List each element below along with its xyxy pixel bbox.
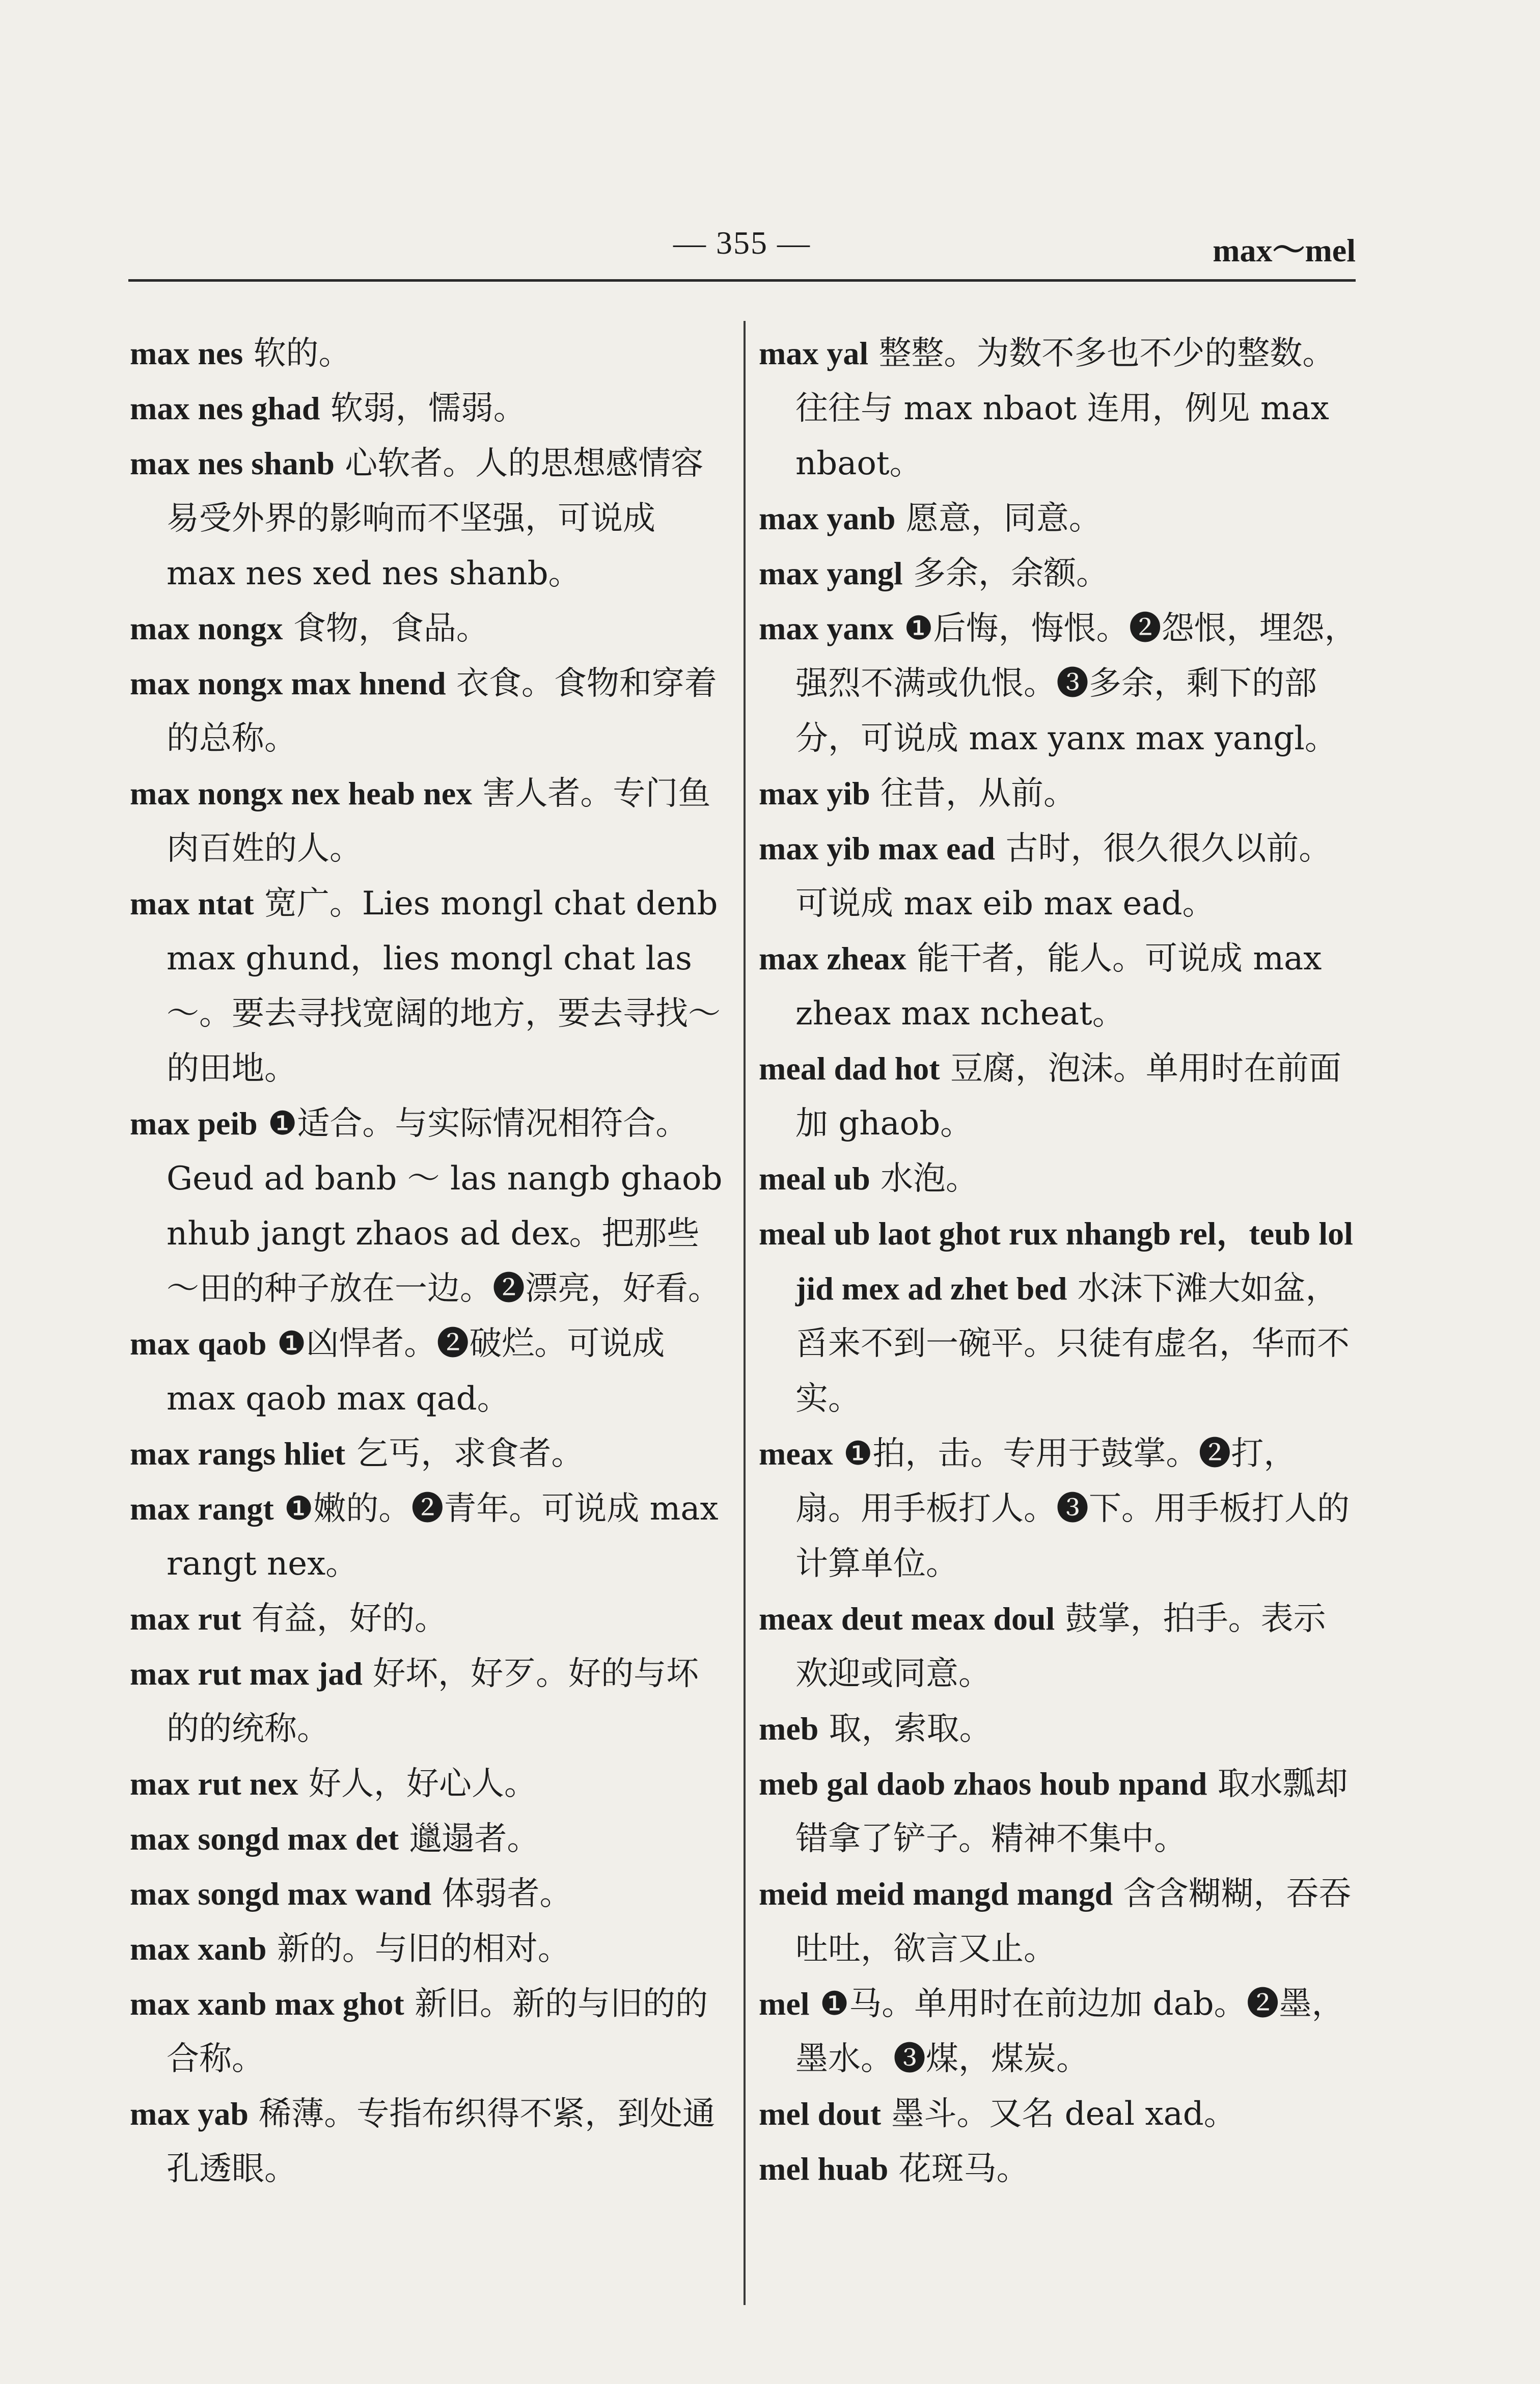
definition: ❶拍，击。专用于鼓掌。❷打，扇。用手板打人。❸下。用手板打人的计算单位。 [795, 1435, 1350, 1583]
dictionary-entry [130, 876, 728, 1096]
dictionary-entry [130, 656, 728, 766]
definition: 害人者。专门鱼肉百姓的人。 [167, 775, 711, 868]
dictionary-entry [130, 1756, 728, 1811]
headword: mel [759, 1986, 810, 2022]
dictionary-entry [759, 491, 1357, 546]
headword: max nes ghad [130, 390, 320, 426]
definition: 宽广。Lies mongl chat denb max ghund，lies mongl chat las ～。要去寻找宽阔的地方，要去寻找～的田地。 [167, 885, 721, 1088]
dictionary-entry [759, 1866, 1357, 1976]
dictionary-entry [759, 546, 1357, 601]
dictionary-entry [759, 326, 1357, 491]
dictionary-entry [130, 1866, 728, 1921]
headword: max yangl [759, 555, 903, 591]
headword: max rut max jad [130, 1656, 363, 1692]
definition: 能干者，能人。可说成 max zheax max ncheat。 [795, 940, 1322, 1033]
headword: max rut nex [130, 1766, 298, 1802]
headword: meid meid mangd mangd [759, 1876, 1113, 1912]
definition: ❶凶悍者。❷破烂。可说成 max qaob max qad。 [167, 1325, 665, 1418]
definition: 整整。为数不多也不少的整数。往往与 max nbaot 连用，例见 max nbaot。 [795, 335, 1335, 482]
dictionary-entry [130, 2087, 728, 2197]
headword: max ntat [130, 885, 254, 922]
headword: max yanx [759, 610, 894, 646]
dictionary-entry [759, 1426, 1357, 1591]
headword: meax deut meax doul [759, 1601, 1055, 1637]
dictionary-entry [130, 766, 728, 876]
definition: 水泡。 [870, 1160, 979, 1198]
headword: max qaob [130, 1325, 267, 1362]
definition: 邋遢者。 [399, 1820, 540, 1858]
column-divider [744, 321, 746, 2305]
headword: mel huab [759, 2151, 889, 2187]
dictionary-entry [759, 1976, 1357, 2087]
headword: meal ub laot ghot rux nhangb rel，teub lol jid mex ad zhet bed [759, 1215, 1353, 1307]
page-number: — 355 — [673, 225, 811, 261]
headword: max nongx [130, 610, 283, 646]
definition: 往昔，从前。 [870, 775, 1077, 812]
dictionary-entry [130, 1426, 728, 1481]
definition: 豆腐，泡沫。单用时在前面加 ghaob。 [795, 1050, 1341, 1143]
definition: 新旧。新的与旧的的合称。 [167, 1985, 708, 2078]
dictionary-entry [759, 2087, 1357, 2142]
definition: 水沫下滩大如盆，舀来不到一碗平。只徒有虚名，华而不实。 [795, 1270, 1350, 1418]
dictionary-entry [130, 601, 728, 656]
definition: 墨斗。又名 deal xad。 [881, 2095, 1236, 2133]
headword: max songd max det [130, 1821, 399, 1857]
dictionary-entry [130, 436, 728, 601]
headword: meal dad hot [759, 1050, 940, 1087]
dictionary-entry [759, 1151, 1357, 1206]
left-column [130, 326, 728, 2197]
definition: ❶嫩的。❷青年。可说成 max rangt nex。 [167, 1490, 719, 1583]
dictionary-entry [759, 1041, 1357, 1151]
definition: 食物，食品。 [283, 610, 489, 647]
headword: meb [759, 1711, 819, 1747]
dictionary-entry [130, 1976, 728, 2087]
headword: max rangs hliet [130, 1435, 346, 1472]
definition: 花斑马。 [888, 2150, 1029, 2188]
dictionary-entry [759, 1701, 1357, 1756]
headword: max yab [130, 2096, 249, 2132]
headword: meax [759, 1435, 833, 1472]
dictionary-entry [130, 1921, 728, 1976]
dictionary-entry [130, 1811, 728, 1866]
header-rule [128, 279, 1356, 282]
definition: 好人，好心人。 [298, 1765, 537, 1803]
headword: max yal [759, 335, 869, 371]
dictionary-entry [130, 326, 728, 381]
definition: 软的。 [243, 335, 351, 372]
headword: meb gal daob zhaos houb npand [759, 1766, 1207, 1802]
definition: 有益，好的。 [241, 1600, 447, 1638]
definition: 鼓掌，拍手。表示欢迎或同意。 [795, 1600, 1326, 1693]
definition: 新的。与旧的相对。 [266, 1930, 570, 1968]
headword: max xanb max ghot [130, 1986, 404, 2022]
dictionary-entry [759, 766, 1357, 821]
definition: 愿意，同意。 [895, 500, 1102, 537]
headword: max yib max ead [759, 830, 995, 866]
dictionary-entry [130, 1481, 728, 1591]
headword: max rut [130, 1601, 241, 1637]
dictionary-entry [759, 821, 1357, 931]
definition: 取，索取。 [818, 1710, 992, 1748]
right-column [759, 326, 1357, 2197]
page-range: max～mel [1213, 232, 1356, 268]
definition: 衣食。食物和穿着的总称。 [167, 665, 717, 757]
page-header [128, 214, 1356, 280]
dictionary-entry [759, 1206, 1357, 1426]
headword: max nongx max hnend [130, 665, 446, 701]
dictionary-entry [130, 1316, 728, 1426]
dictionary-entry [130, 1646, 728, 1756]
dictionary-entry [759, 601, 1357, 766]
headword: max nes shanb [130, 445, 335, 481]
headword: max nes [130, 335, 243, 371]
headword: mel dout [759, 2096, 881, 2132]
headword: max nongx nex heab nex [130, 775, 473, 811]
headword: max rangt [130, 1491, 274, 1527]
dictionary-entry [759, 1756, 1357, 1866]
dictionary-entry [759, 1591, 1357, 1701]
definition: 多余，余额。 [902, 555, 1109, 592]
definition: 软弱，懦弱。 [320, 390, 526, 427]
dictionary-entry [130, 1591, 728, 1646]
headword: meal ub [759, 1160, 870, 1197]
headword: max xanb [130, 1931, 267, 1967]
definition: 含含糊糊，吞吞吐吐，欲言又止。 [795, 1875, 1352, 1968]
dictionary-entry [759, 931, 1357, 1041]
dictionary-entry [759, 2142, 1357, 2197]
headword: max zheax [759, 940, 906, 977]
headword: max peib [130, 1105, 258, 1142]
definition: 古时，很久很久以前。可说成 max eib max ead。 [795, 830, 1332, 923]
definition: 体弱者。 [431, 1875, 572, 1913]
definition: ❶适合。与实际情况相符合。Geud ad banb ～ las nangb ghaob nhub jangt zhaos ad dex。把那些～田的种子放在一边。❷漂亮，好看。 [167, 1105, 723, 1308]
definition: 乞丐，求食者。 [345, 1435, 584, 1473]
headword: max songd max wand [130, 1876, 432, 1912]
definition: 取水瓢却错拿了铲子。精神不集中。 [795, 1765, 1348, 1858]
definition: ❶后悔，悔恨。❷怨恨，埋怨，强烈不满或仇恨。❸多余，剩下的部分，可说成 max yanx max yangl。 [795, 610, 1357, 757]
dictionary-entry [130, 381, 728, 436]
definition: 心软者。人的思想感情容易受外界的影响而不坚强，可说成 max nes xed nes shanb。 [167, 445, 704, 592]
definition: 好坏，好歹。好的与坏的的统称。 [167, 1655, 699, 1748]
headword: max yib [759, 775, 870, 811]
dictionary-entry [130, 1096, 728, 1316]
definition: ❶马。单用时在前边加 dab。❷墨，墨水。❸煤，煤炭。 [795, 1985, 1344, 2078]
headword: max yanb [759, 500, 896, 536]
definition: 稀薄。专指布织得不紧，到处通孔透眼。 [167, 2095, 716, 2188]
